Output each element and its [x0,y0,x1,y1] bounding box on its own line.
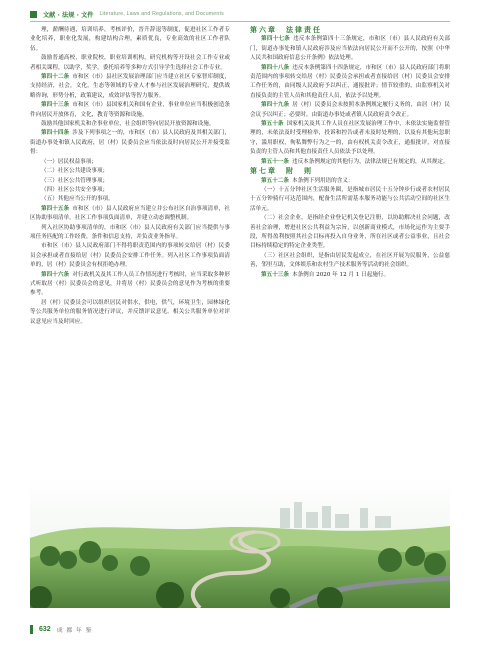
article-number: 第四十三条 [41,102,70,109]
article-number: 第五十二条 [261,177,289,184]
body-paragraph: （一）十五分钟社区生活服务圈，是指城市居民十五分钟步行或者农村居民十五分钟骑行可达范围内，配备生活所需基本服务功能与公共活动空间的社区生活单元。 [250,186,450,212]
body-paragraph: 居（村）民委员会可以组织居民对供水，供电，供气，环境卫生，园林绿化等公共服务单位的服务情况进行评议，并反馈评议意见。相关公共服务单位对评议意见应当及时回应。 [30,299,230,325]
article-paragraph [250,101,450,120]
chapter-heading: 第七章 附 则 [250,167,313,176]
left-column [30,26,230,327]
page-footer [30,623,92,635]
right-column [250,26,450,280]
body-paragraph: 理，薪酬待遇，培训培养，考核评价，晋升辞退等制度，促进社区工作者专业化培养，职业化发展，构建结构合理，素质优良，专业高效的社区工作者队伍。 [30,27,230,52]
list-item: （一）居民权益事项； [41,158,97,165]
body-paragraph: 鼓励普通高校，职业院校，职业培训机构，研究机构等开设社会工作专业或者相关课程，以助学，奖学，委托培养等多种方式引导学生选择社会工作专业。 [30,55,230,71]
article-number: 第四十九条 [261,102,290,109]
article-text: 对行政机关及其工作人员工作情况进行考核时，应当采取多种形式听取居（村）民委员会的意见，并将居（村）民委员会的意见作为考核的重要参考。 [30,271,230,297]
article-number: 第四十四条 [41,130,70,137]
article-number: 第五十三条 [261,271,289,278]
footer-label: 成 都 年 鉴 [56,627,93,634]
article-text: 违反本条例第四十四条规定，市和区（市）县人民政府部门将职责范围内的事项转交给居（村）民委员会承担或者直接给居（村）民委员会安排工作任务的，由同级人民政府予以纠正，通报批评；情节较重的，由监察机关对直接负责的主管人员和其他责任人员，依法予以处理。 [250,64,450,99]
body-paragraph: （二）社会企业，是指经企业登记机关登记注册，以协助解决社会问题，改善社会治理，增进社区公共利益为宗旨，以创新商业模式，市场化运作为主要手段，所得盈利按照其社会目标再投入自身业务，所在社区或者公益事业，且社会目标持续稳定的特定企业类型。 [250,215,450,250]
article-paragraph [30,101,230,120]
article-number: 第五十条 [261,121,284,128]
article-text: 市和区（市）县社区发展治理部门应当建立社区专家智库制度，支持经济，社会，文化，生态等领域的专业人才参与社区发展治理研究，提供战略咨询，形势分析，政策建议，成效评估等智力服务。 [30,74,230,99]
header-subtitle: Literature, Laws and Regulations, and Documents [99,11,224,17]
header-title: 文献 · 法规 · 文件 [43,11,94,19]
article-text: 本条例自 2020 年 12 月 1 日起施行。 [291,271,390,278]
article-paragraph [30,205,230,224]
body-paragraph: 列入社区协助事项清单的，市和区（市）县人民政府有关部门应当提供与事项任务匹配的工作经费，条件和信息支持，并负责业务指导。 [30,224,230,240]
article-number: 第四十八条 [261,64,290,71]
body-paragraph: （三）社区社会组织，是指由居民发起成立，在社区开展为民服务，公益慈善，邻里互助，文体娱乐和农村生产技术服务等活动的社会组织。 [250,252,450,269]
page-number: 632 [39,625,51,633]
list-item: （五）其他应当公开的事项。 [41,196,114,203]
article-number: 第四十六条 [41,271,70,278]
article-paragraph [250,64,450,102]
article-paragraph [30,271,230,299]
article-text: 本条例下列用语的含义： [291,177,354,184]
article-text: 涉及下列事项之一的，市和区（市）县人民政府及其相关部门，街道办事处和镇人民政府，居（村）民委员会应当依法及时向居民公开并接受监督： [30,130,230,156]
header-divider [30,21,450,22]
article-text: 违反本条例规定的其他行为，法律法规已有规定的，从其规定。 [291,158,449,165]
article-text: 市和区（市）县人民政府应当建立并公布社区自治事项清单，社区协助事项清单，社区工作事项负面清单，并建立动态调整机制。 [30,205,230,222]
article-text: 违反本条例第四十三条规定，市和区（市）县人民政府有关部门，街道办事处和镇人民政府涉及应当依法向居民公开而不公开的，按照《中华人民共和国政府信息公开条例》依法处理。 [250,36,450,62]
article-number: 第五十一条 [261,158,289,165]
article-number: 第四十二条 [41,74,70,81]
running-header [30,8,450,20]
header-square-icon [30,11,37,18]
article-paragraph [30,73,230,101]
list-item: （三）社区公共管理事项； [41,177,109,184]
article-number: 第四十五条 [41,205,70,212]
body-paragraph: 鼓励其他国家机关和企事业单位，社会组织等向居民开放资源和设施。 [41,121,215,128]
landscape-photo [30,478,450,608]
park-illustration [30,478,450,608]
article-text: 国家机关及其工作人员在社区发展治理工作中，未依法实施监督管理的，未依法及时受理检举，投诉和控告或者未及时处理的，以及有其他玩忽职守，滥用职权，徇私舞弊行为之一的，由有权机关责令改正，通报批评，对直接负责的主管人员和其他直接责任人员依法予以处理。 [250,121,450,156]
article-number: 第四十七条 [261,36,291,43]
article-text: 居（村）民委员会未按照本条例规定履行义务的，由居（村）民会议予以纠正；必要时，由街道办事处或者镇人民政府责令改正。 [250,102,450,118]
article-text: 市和区（市）县国家机关和国有企业，事业单位应当积极创造条件向居民开放体育，文化，教育等资源和设施。 [30,102,230,118]
body-paragraph: 市和区（市）县人民政府部门不得将职责范围内的事项转交给居（村）民委员会承担或者直接给居（村）民委员会安排工作任务。列入社区工作事项负面清单的，居（村）民委员会有权拒绝办理。 [30,243,230,269]
list-item: （二）社区公共建设事项； [41,168,109,175]
list-item: （四）社区公共安全事项； [41,186,109,193]
footer-bar-icon [30,625,33,634]
article-paragraph [250,271,450,280]
article-paragraph [250,120,450,158]
article-paragraph [250,177,450,186]
article-paragraph [250,158,450,167]
chapter-heading: 第六章 法律责任 [250,26,322,34]
article-paragraph [250,35,450,63]
article-paragraph [30,129,230,157]
